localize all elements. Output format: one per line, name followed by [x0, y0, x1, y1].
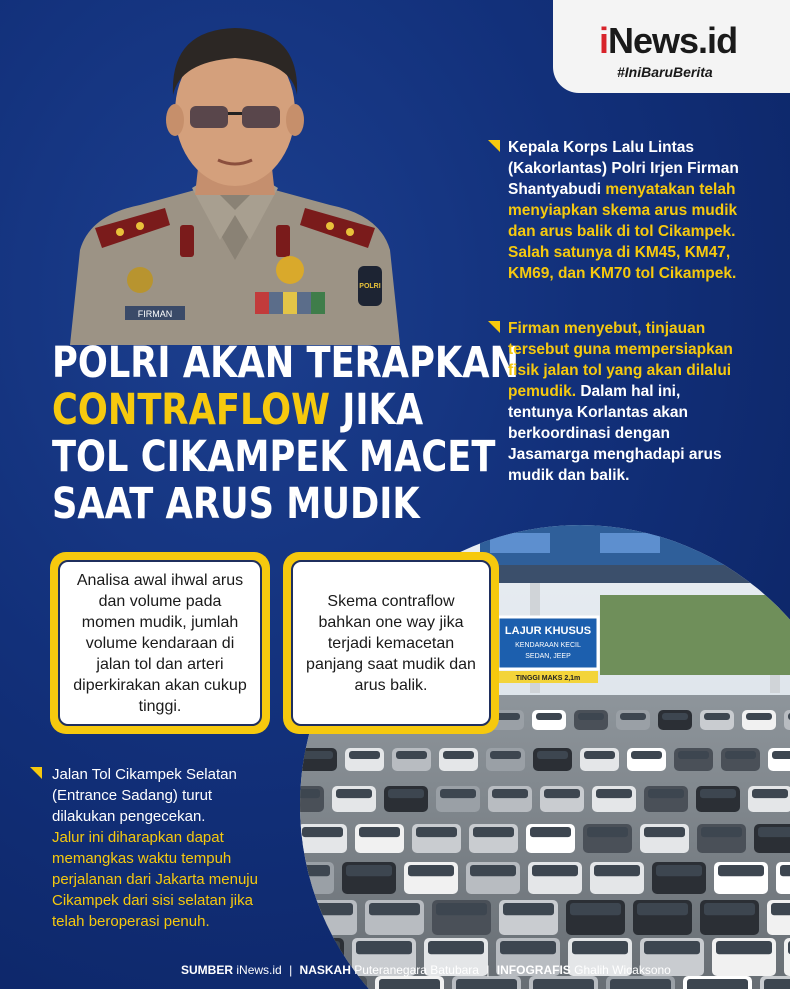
lp-line: Cikampek dari sisi selatan jika	[52, 892, 253, 909]
headline-line2	[52, 385, 424, 435]
lp-line: memangkas waktu tempuh	[52, 850, 232, 867]
headline-line1: POLRI AKAN TERAPKAN	[52, 338, 520, 388]
lp-line: dilakukan pengecekan.	[52, 808, 206, 825]
car-window	[700, 789, 736, 798]
car-window	[780, 865, 790, 876]
car-window	[718, 865, 764, 876]
p1-line: Salah satunya di KM45, KM47,	[508, 244, 731, 261]
car-window	[637, 903, 688, 915]
inews-logo-card	[553, 0, 790, 93]
car-window	[594, 865, 640, 876]
car-window	[536, 713, 562, 720]
p2-line: fisik jalan tol yang akan dilalui	[508, 362, 732, 379]
p2-line: tentunya Korlantas akan	[508, 404, 689, 421]
car-window	[648, 789, 684, 798]
p2-line: mudik dan balik.	[508, 467, 630, 484]
car-window	[644, 941, 700, 954]
lp-line: telah beroperasi penuh.	[52, 913, 210, 930]
bullet-icon	[488, 140, 500, 152]
footer-value-sumber: iNews.id	[236, 963, 282, 977]
car-window	[596, 789, 632, 798]
car-window	[300, 789, 320, 798]
footer-label-naskah: NASKAH	[299, 963, 351, 977]
car	[784, 710, 790, 730]
p2-line-yellow: pemudik.	[508, 383, 577, 400]
car-window	[725, 751, 756, 759]
car-window	[772, 751, 790, 759]
car-window	[578, 713, 604, 720]
car-window	[388, 789, 424, 798]
car-window	[587, 827, 628, 837]
footer-label-infografis: INFOGRAFIS	[496, 963, 571, 977]
car-window	[302, 979, 363, 989]
car-window	[644, 827, 685, 837]
car-window	[572, 941, 628, 954]
footer-label-sumber: SUMBER	[181, 963, 234, 977]
headline	[52, 338, 520, 529]
car-window	[336, 789, 372, 798]
p1-line: menyiapkan skema arus mudik	[508, 202, 738, 219]
footer-separator: |	[486, 963, 490, 977]
car-window	[300, 941, 340, 954]
polri-shoulder-patch: POLRI	[359, 283, 381, 290]
p1-line: KM69, dan KM70 tol Cikampek.	[508, 265, 737, 282]
car-window	[436, 903, 487, 915]
car-window	[349, 751, 380, 759]
car-window	[537, 751, 568, 759]
car-window	[746, 713, 772, 720]
car-window	[356, 941, 412, 954]
car-window	[620, 713, 646, 720]
info-box-2	[283, 552, 499, 734]
car-window	[473, 827, 514, 837]
car-window	[416, 827, 457, 837]
car-window	[300, 865, 330, 876]
car-window	[532, 865, 578, 876]
sign-line2: KENDARAAN KECIL	[515, 642, 581, 649]
headline-line3: TOL CIKAMPEK MACET	[52, 432, 496, 482]
info-box-1-text: Analisa awal ihwal arus dan volume pada momen mudik, jumlah volume kendaraan di jalan tol dan arteri diperkirakan akan cukup tinggi.	[58, 560, 262, 726]
car-window	[346, 865, 392, 876]
inews-logo	[599, 20, 737, 62]
p1-line-yellow: menyatakan telah	[605, 181, 736, 198]
left-paragraph	[52, 764, 258, 932]
car-window	[610, 979, 671, 989]
car-window	[662, 713, 688, 720]
car-window	[443, 751, 474, 759]
footer-value-infografis: Ghalih Wicaksono	[574, 963, 671, 977]
sign-line3: SEDAN, JEEP	[525, 653, 571, 660]
car-window	[764, 979, 790, 989]
car-window	[302, 903, 353, 915]
car-window	[396, 751, 427, 759]
lp-line: (Entrance Sadang) turut	[52, 787, 213, 804]
car-window	[687, 979, 748, 989]
car-window	[302, 751, 333, 759]
footer-separator: |	[289, 963, 293, 977]
lp-line: Jalur ini diharapkan dapat	[52, 829, 224, 846]
sign-line4: TINGGI MAKS 2,1m	[515, 675, 581, 682]
car	[300, 976, 367, 989]
car-window	[503, 903, 554, 915]
officer-portrait	[70, 0, 400, 345]
car-window	[408, 865, 454, 876]
car-window	[530, 827, 571, 837]
car-window	[359, 827, 400, 837]
p2-line	[508, 381, 733, 402]
car-window	[631, 751, 662, 759]
p2-line: Firman menyebut, tinjauan	[508, 320, 706, 337]
car-window	[704, 713, 730, 720]
car-window	[369, 903, 420, 915]
car-window	[533, 979, 594, 989]
p1-line: Kepala Korps Lalu Lintas	[508, 139, 695, 156]
info-box-2-text: Skema contraflow bahkan one way jika terjadi kemacetan panjang saat mudik dan arus balik.	[291, 560, 491, 726]
car-window	[490, 751, 521, 759]
car-window	[678, 751, 709, 759]
logo-i: i	[599, 20, 609, 61]
p2-line: berkoordinasi dengan	[508, 425, 670, 442]
p1-line: (Kakorlantas) Polri Irjen Firman	[508, 160, 739, 177]
info-box-1	[50, 552, 270, 734]
headline-line2-white: JIKA	[330, 385, 424, 435]
logo-tagline: #IniBaruBerita	[617, 64, 713, 80]
car-window	[771, 903, 790, 915]
lp-line: perjalanan dari Jakarta menuju	[52, 871, 258, 888]
car-window	[544, 789, 580, 798]
car-window	[570, 903, 621, 915]
car-window	[500, 941, 556, 954]
car-window	[701, 827, 742, 837]
p1-line	[508, 179, 739, 200]
right-paragraph-1	[508, 137, 739, 284]
footer-credits	[181, 963, 671, 977]
p1-line-white: Shantyabudi	[508, 181, 606, 198]
lp-line: Jalan Tol Cikampek Selatan	[52, 766, 237, 783]
car-window	[704, 903, 755, 915]
car-window	[456, 979, 517, 989]
car-window	[758, 827, 790, 837]
p2-line-white: Dalam hal ini,	[576, 383, 681, 400]
car-window	[752, 789, 788, 798]
headline-line2-yellow: CONTRAFLOW	[52, 385, 331, 435]
car-window	[470, 865, 516, 876]
lane-sign	[498, 617, 598, 683]
car-window	[302, 827, 343, 837]
bullet-icon	[30, 767, 42, 779]
p2-line: tersebut guna mempersiapkan	[508, 341, 733, 358]
car-window	[716, 941, 772, 954]
footer-value-naskah: Puteranegara Batubara	[354, 963, 479, 977]
sign-line1: LAJUR KHUSUS	[504, 625, 592, 637]
car-window	[379, 979, 440, 989]
p1-line: dan arus balik di tol Cikampek.	[508, 223, 736, 240]
bullet-icon	[488, 321, 500, 333]
headline-line4: SAAT ARUS MUDIK	[52, 479, 420, 529]
car-window	[584, 751, 615, 759]
right-paragraph-2	[508, 318, 733, 486]
p2-line: Jasamarga menghadapi arus	[508, 446, 722, 463]
logo-rest: News.id	[608, 20, 738, 61]
name-tag: FIRMAN	[137, 309, 173, 319]
car-window	[428, 941, 484, 954]
car-window	[440, 789, 476, 798]
car-window	[656, 865, 702, 876]
car-window	[492, 789, 528, 798]
